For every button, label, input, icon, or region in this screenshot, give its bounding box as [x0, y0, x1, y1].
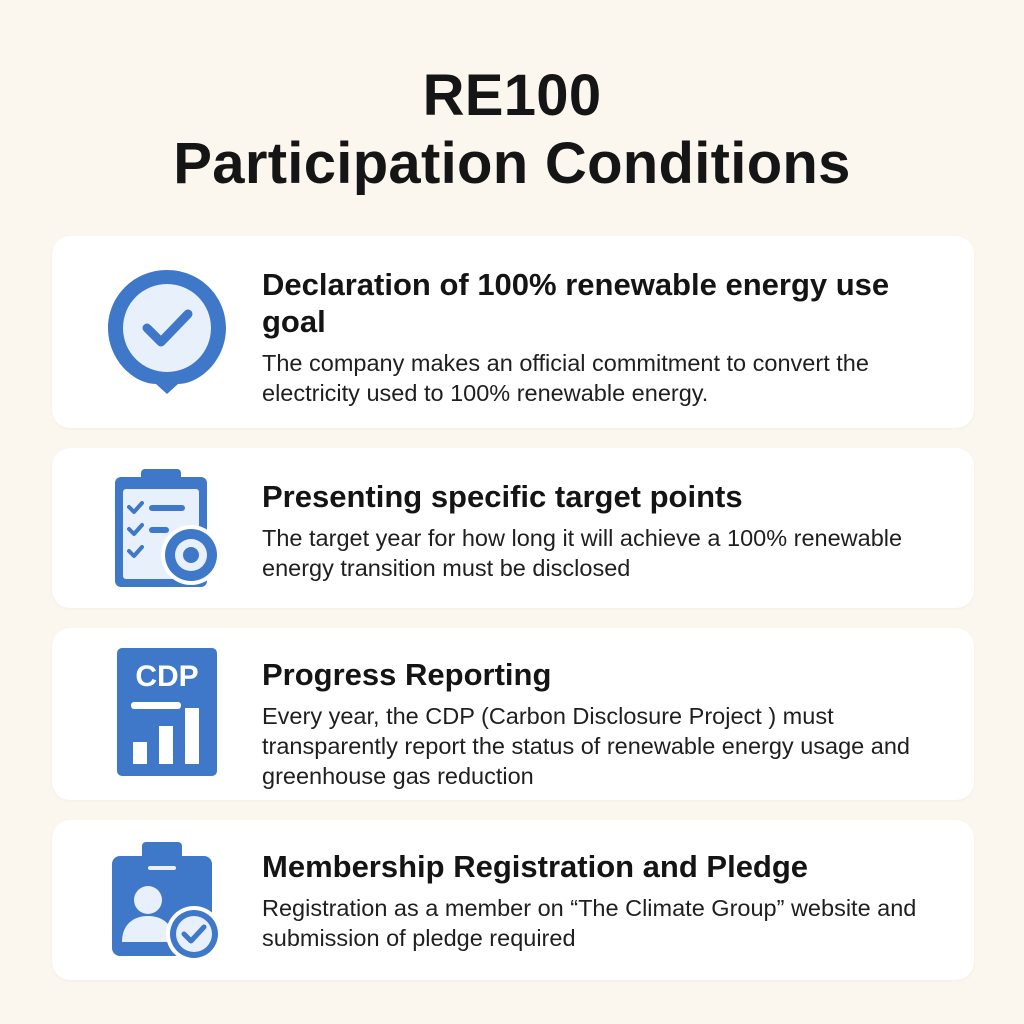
card-description: Registration as a member on “The Climate Group” website and submission of pledge required	[262, 895, 917, 951]
card-heading: Presenting specific target points	[262, 479, 743, 514]
condition-card-declaration	[52, 236, 974, 428]
clipboard-target-icon	[102, 466, 232, 592]
card-heading: Membership Registration and Pledge	[262, 849, 809, 884]
page-title-line-1: RE100	[422, 63, 602, 128]
card-description: The target year for how long it will achieve a 100% renewable energy transition must be disclosed	[262, 525, 903, 581]
card-description: Every year, the CDP (Carbon Disclosure Project ) must transparently report the status of renewable energy usage and greenhouse gas reduction	[262, 703, 910, 789]
page-title	[0, 62, 1024, 198]
member-badge-icon	[102, 836, 232, 966]
check-badge-icon	[102, 266, 232, 396]
cdp-report-icon	[102, 644, 232, 780]
card-description: The company makes an official commitment to convert the electricity used to 100% renewable energy.	[262, 350, 869, 406]
condition-card-targets	[52, 448, 974, 608]
cdp-label: CDP	[135, 660, 199, 693]
card-heading: Declaration of 100% renewable energy use goal	[262, 267, 890, 339]
condition-card-membership	[52, 820, 974, 980]
card-heading: Progress Reporting	[262, 657, 552, 692]
page-title-line-2: Participation Conditions	[173, 131, 851, 196]
condition-card-reporting	[52, 628, 974, 800]
